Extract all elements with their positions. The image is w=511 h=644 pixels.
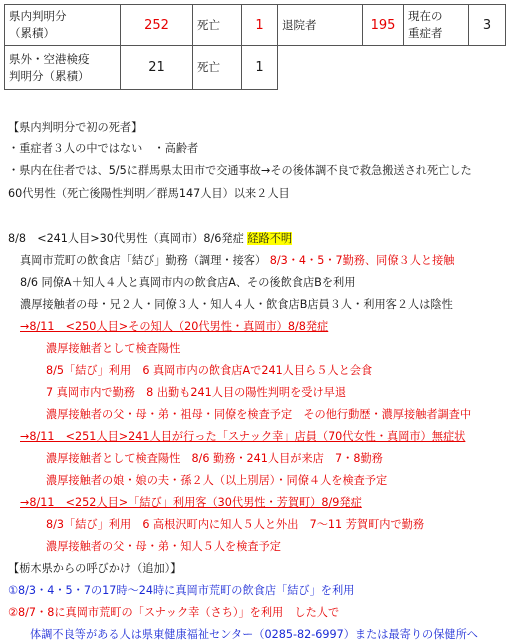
first-death-heading: 【県内判明分で初の死者】 <box>8 121 143 134</box>
stats-table <box>4 4 506 90</box>
route-unknown-badge: 経路不明 <box>247 232 293 245</box>
case-250-line-4: 濃厚接触者の父・母・弟・祖母・同僚を検査予定 その他行動歴・濃厚接触者調査中 <box>46 408 472 421</box>
label-discharged: 退院者 <box>278 5 363 46</box>
value-discharged: 195 <box>363 5 404 46</box>
label-outside-cumulative: 県外・空港検疫 判明分（累積） <box>5 46 121 90</box>
value-outside-deaths: 1 <box>242 46 278 90</box>
case-241-header <box>8 231 292 247</box>
stats-row-2 <box>5 46 506 90</box>
case-250-line-3: 7 真岡市内で勤務 8 出勤も241人目の陽性判明を受け早退 <box>46 386 347 399</box>
case-241-workplace: 真岡市荒町の飲食店「結び」勤務（調理・接客） <box>20 254 267 267</box>
value-severe: 3 <box>469 5 506 46</box>
case-250-line-2: 8/5「結び」利用 6 真岡市内の飲食店Aで241人目ら５人と会食 <box>46 364 373 377</box>
label-prefecture-cumulative: 県内判明分 （累積） <box>5 5 121 46</box>
value-outside-cumulative: 21 <box>121 46 193 90</box>
case-251-line-2: 濃厚接触者の娘・娘の夫・孫２人（以上別居）・同僚４人を検査予定 <box>46 474 388 487</box>
value-deaths: 1 <box>242 5 278 46</box>
case-251-line-1: 濃厚接触者として検査陽性 8/6 勤務・241人目が来店 7・8勤務 <box>46 452 383 465</box>
label-severe: 現在の 重症者 <box>404 5 469 46</box>
first-death-line-2: ・県内在住者では、5/5に群馬県太田市で交通事故→その後体調不良で救急搬送され死亡した <box>8 164 472 177</box>
appeal-heading: 【栃木県からの呼びかけ（追加）】 <box>8 562 182 575</box>
case-241-line-2: 8/6 同僚A＋知人４人と真岡市内の飲食店A、その後飲食店Bを利用 <box>20 276 356 289</box>
label-deaths: 死亡 <box>193 5 242 46</box>
first-death-line-1: ・重症者３人の中ではない ・高齢者 <box>8 142 199 155</box>
appeal-line-1: ①8/3・4・5・7の17時～24時に真岡市荒町の飲食店「結び」を利用 <box>8 584 355 597</box>
case-241-work-dates: 8/3・4・5・7勤務、同僚３人と接触 <box>269 254 455 267</box>
case-241-line-1 <box>20 253 455 269</box>
stats-row-1 <box>5 5 506 46</box>
case-250-header: →8/11 <250人目>その知人（20代男性・真岡市）8/8発症 <box>20 320 329 333</box>
case-241-line-3: 濃厚接触者の母・兄２人・同僚３人・知人４人・飲食店B店員３人・利用客２人は陰性 <box>20 298 453 311</box>
first-death-line-3: 60代男性（死亡後陽性判明／群馬147人目）以来２人目 <box>8 187 290 200</box>
case-241-header-text: 8/8 <241人目>30代男性（真岡市）8/6発症 <box>8 232 244 245</box>
value-prefecture-cumulative: 252 <box>121 5 193 46</box>
appeal-line-3: 体調不良等がある人は県東健康福祉センター（0285-82-6997）または最寄りの保健所へ <box>30 628 478 641</box>
case-250-line-1: 濃厚接触者として検査陽性 <box>46 342 181 355</box>
case-252-line-2: 濃厚接触者の父・母・弟・知人５人を検査予定 <box>46 540 281 553</box>
appeal-line-2: ②8/7・8に真岡市荒町の「スナック幸（さち）」を利用 した人で <box>8 606 340 619</box>
case-252-line-1: 8/3「結び」利用 6 高根沢町内に知人５人と外出 7～11 芳賀町内で勤務 <box>46 518 425 531</box>
case-252-header: →8/11 <252人目>「結び」利用客（30代男性・芳賀町）8/9発症 <box>20 496 362 509</box>
label-outside-deaths: 死亡 <box>193 46 242 90</box>
case-251-header: →8/11 <251人目>241人目が行った「スナック幸」店員（70代女性・真岡市）無症状 <box>20 430 466 443</box>
